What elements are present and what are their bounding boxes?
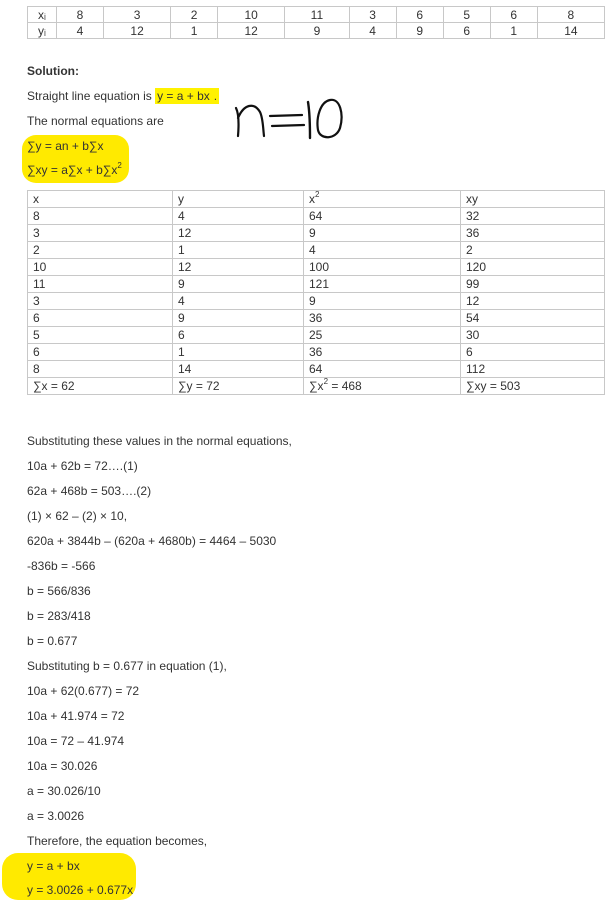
sum-x2-base: ∑x [309,378,324,393]
x-cell: 8 [537,7,604,23]
cell: 9 [304,225,461,242]
cell: 6 [173,327,304,344]
step-line: Therefore, the equation becomes, [27,834,208,848]
x-cell: 11 [285,7,349,23]
step-line: Substituting b = 0.677 in equation (1), [27,659,227,673]
step-line: 10a = 30.026 [27,759,98,773]
x-cell: 3 [104,7,171,23]
normal-equation-2-text: ∑xy = a∑x + b∑x [27,163,118,177]
superscript: 2 [323,376,329,386]
step-line: 62a + 468b = 503….(2) [27,484,152,498]
y-cell: 4 [57,23,104,39]
normal-equation-2 [27,163,122,178]
cell: 2 [28,242,173,259]
x-cell: 3 [349,7,396,23]
x-cell: 5 [443,7,490,23]
step-line: b = 0.677 [27,634,78,648]
superscript: 2 [315,189,320,199]
table-row [28,259,605,276]
step-line: 10a + 41.974 = 72 [27,709,125,723]
cell: 6 [461,344,605,361]
x-cell: 2 [171,7,218,23]
step-line: b = 566/836 [27,584,91,598]
y-label: yᵢ [28,23,57,39]
cell: 1 [173,344,304,361]
data-table [27,6,605,39]
table-row [28,344,605,361]
step-line: a = 3.0026 [27,809,85,823]
line-eq-highlight: y = a + bx [157,89,210,103]
cell: 10 [28,259,173,276]
table-row [28,361,605,378]
line-eq-prefix: Straight line equation is [27,89,156,103]
cell: 120 [461,259,605,276]
y-cell: 12 [218,23,285,39]
cell: 3 [28,293,173,310]
sum-x-squared [304,378,461,395]
header-xy: xy [461,191,605,208]
solution-heading: Solution: [27,64,79,78]
cell: 112 [461,361,605,378]
table-row [28,242,605,259]
y-cell: 9 [285,23,349,39]
y-cell: 6 [443,23,490,39]
y-row [28,23,605,39]
cell: 9 [304,293,461,310]
y-cell: 4 [349,23,396,39]
cell: 32 [461,208,605,225]
superscript: 2 [117,161,122,170]
header-x-squared [304,191,461,208]
cell: 5 [28,327,173,344]
cell: 9 [173,310,304,327]
sum-xy: ∑xy = 503 [461,378,605,395]
table-row [28,327,605,344]
y-cell: 12 [104,23,171,39]
step-line: 10a = 72 – 41.974 [27,734,125,748]
x-row [28,7,605,23]
x-cell: 8 [57,7,104,23]
x-cell: 10 [218,7,285,23]
step-line: 10a + 62(0.677) = 72 [27,684,140,698]
handwritten-one [308,102,310,138]
cell: 1 [173,242,304,259]
cell: 30 [461,327,605,344]
sum-x: ∑x = 62 [28,378,173,395]
cell: 12 [461,293,605,310]
cell: 25 [304,327,461,344]
cell: 4 [173,208,304,225]
table-row [28,293,605,310]
x-cell: 6 [396,7,443,23]
cell: 2 [461,242,605,259]
header-x2-base: x [309,191,315,206]
table-row [28,276,605,293]
step-line: b = 283/418 [27,609,91,623]
cell: 36 [461,225,605,242]
cell: 8 [28,208,173,225]
cell: 14 [173,361,304,378]
y-cell: 1 [490,23,537,39]
cell: 64 [304,208,461,225]
cell: 64 [304,361,461,378]
table-header-row [28,191,605,208]
cell: 6 [28,310,173,327]
handwritten-note [230,84,355,144]
table-row [28,208,605,225]
cell: 12 [173,259,304,276]
y-cell: 1 [171,23,218,39]
normal-equation-1: ∑y = an + b∑x [27,139,104,153]
calculation-table [27,190,605,395]
x-cell: 6 [490,7,537,23]
step-line: Substituting these values in the normal equations, [27,434,292,448]
step-line: -836b = -566 [27,559,96,573]
cell: 6 [28,344,173,361]
handwritten-n [236,106,264,136]
cell: 4 [304,242,461,259]
cell: 54 [461,310,605,327]
handwritten-zero [318,100,342,137]
step-line: (1) × 62 – (2) × 10, [27,509,128,523]
cell: 4 [173,293,304,310]
y-cell: 9 [396,23,443,39]
line-equation-statement [27,89,219,104]
sum-y: ∑y = 72 [173,378,304,395]
final-equation-1: y = a + bx [27,859,80,873]
cell: 3 [28,225,173,242]
cell: 9 [173,276,304,293]
step-line: a = 30.026/10 [27,784,101,798]
header-y: y [173,191,304,208]
sum-row [28,378,605,395]
header-x: x [28,191,173,208]
handwritten-equals [270,115,304,126]
cell: 11 [28,276,173,293]
cell: 12 [173,225,304,242]
cell: 36 [304,344,461,361]
final-equation-2: y = 3.0026 + 0.677x [27,883,134,897]
table-row [28,310,605,327]
cell: 99 [461,276,605,293]
sum-x2-value: = 468 [328,378,362,393]
y-cell: 14 [537,23,604,39]
line-eq-suffix: . [213,89,218,103]
step-line: 620a + 3844b – (620a + 4680b) = 4464 – 5030 [27,534,277,548]
x-label: xᵢ [28,7,57,23]
step-line: 10a + 62b = 72….(1) [27,459,138,473]
cell: 121 [304,276,461,293]
table-row [28,225,605,242]
cell: 8 [28,361,173,378]
cell: 36 [304,310,461,327]
normal-equations-label: The normal equations are [27,114,164,128]
cell: 100 [304,259,461,276]
